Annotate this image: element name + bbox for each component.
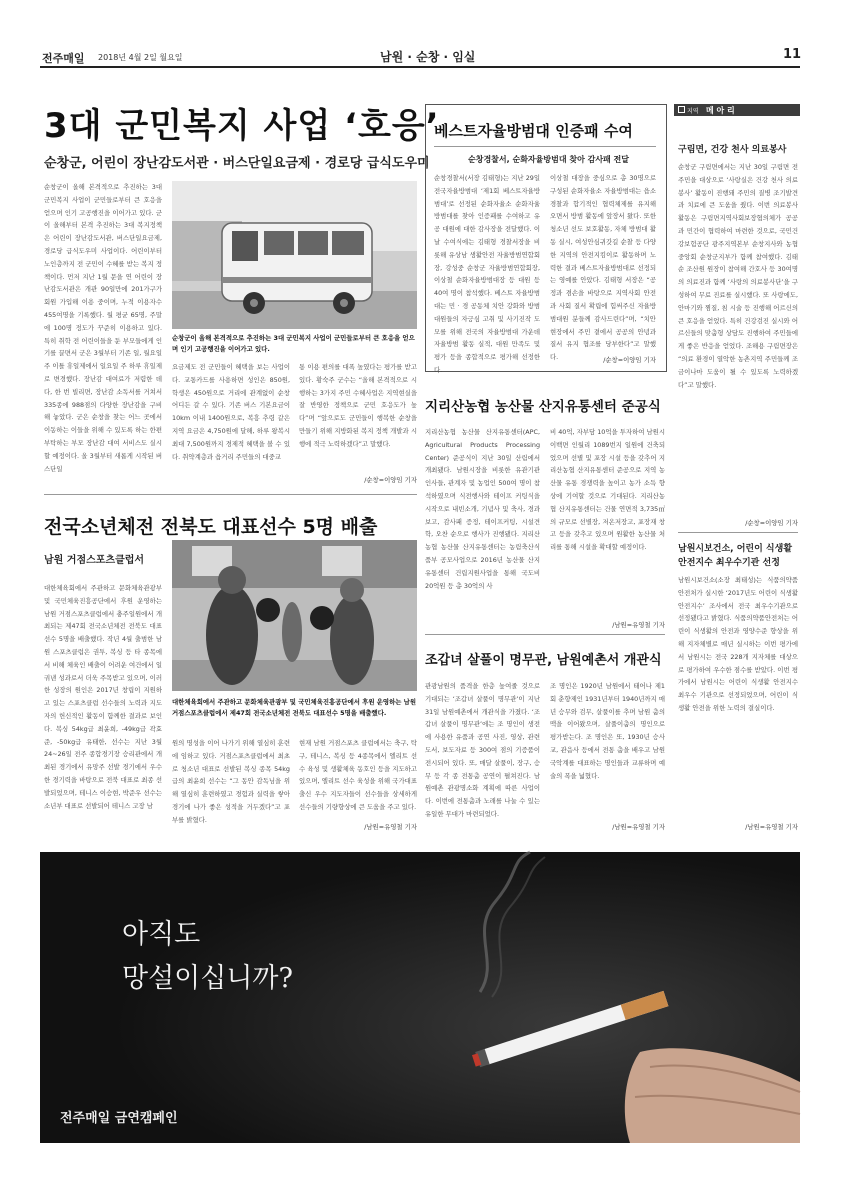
article1-headline: 3대 군민복지 사업 ‘호응’ <box>44 106 440 146</box>
bus-illustration <box>172 181 417 329</box>
article4-col2: 원의 명성을 이어 나가기 위해 열심히 훈련에 임하고 있다. 거점스포츠클럽에서 최초로 청소년 대표로 선발된 복싱 종목 54kg급의 최윤희 선수는 “그 동안 감독님을 위해 열심히 훈련하였고 경험과 실력을 쌓아 경기에 나가 좋은 성적을 거두겠다”고 포부를 밝혔다. <box>172 739 290 824</box>
article5-col1: 관광남원의 품격을 한층 높여줄 것으로 기대되는 ‘조갑녀 살풀이 명무관’이 지난 31일 남원예촌에서 개관식을 가졌다. ‘조갑녀 살풀이 명무관’에는 조 명인이 생전에 사용한 유품과 공연 사진, 영상, 관련 도서, 보도자료 등 300여 점의 기증품이 전시되어 있다. 또, 매달 살풀이, 장구, 승무 등 각 종 전통춤 공연이 펼쳐진다. 남원예촌 관광명소화 계획에 따른 사업이다. 이번에 전통춤과 노래를 나눌 수 있는 유일한 무대가 마련되었다. <box>425 682 540 818</box>
sidebar-story2-body: 남원시보건소(소장 최태성)는 식품의약품안전처가 실시한 ‘2017년도 어린이 식생활 안전지수’ 조사에서 전국 최우수기관으로 선정됐다고 밝혔다. 식품의약품안전처는 어린이 식생활의 안전과 영양수준 향상을 위해 지자체별로 매년 실시하는 이번 평가에서 남원시는 전국 228개 지자체를 대상으로 평가하여 우수한 점수를 받았다. 이번 평가에서 남원시는 어린이 식생활 안전지수 최우수 기관으로 선정되었으며, 어린이 식생활 안전을 위한 노력의 결실이다. <box>678 576 798 712</box>
article5-col2: 조 명인은 1920년 남원에서 태어나 제1회 춘향제인 1931년부터 1940년까지 매년 승무와 검무, 살풀이를 추며 남원 춤의 맥을 이어왔으며, 살풀이춤의 명인으로 평가받는다. 조 명인은 또, 1930년 승사교, 관음사 등에서 전통 춤을 배우고 남원 국악계를 대표하는 명인들과 교류하며 예술의 폭을 넓혔다. <box>550 682 665 780</box>
sidebar-story1-body: 순창군 구림면에서는 지난 30일 구림면 전 주민을 대상으로 ‘사랑실은 건강 천사 의료봉사’ 활동이 진행돼 주민의 질병 조기발견과 치료에 큰 도움을 줬다. 이번 의료봉사 활동은 구림면지역사회보장협의체가 공공과 민간이 협력하여 마련한 것으로, 국민건강보험공단 광주지역본부 순창지사와 농협중앙회 순창군지부가 함께 참여했다. 김태순 조산원 원장이 참여해 간호사 등 30여명의 의료진과 함께 ‘사랑의 의료봉사단’을 구성하여 무료 진료를 실시했다. 또 사랑에도, 안마기와 찜질, 침 시술 등 진행해 어르신의 큰 호응을 얻었다. 특히 건강검진 실시와 어르신들의 맞춤형 상담도 진행하여 주민들에게 좋은 반응을 얻었다. 조해용 구림면장은 “의료 환경이 열악한 농촌지역 주민들께 조금이나마 도움이 될 수 있도록 노력하겠다”고 말했다. <box>678 163 798 389</box>
cigarette-hand-illustration <box>40 852 800 1143</box>
bus-photo <box>172 181 417 329</box>
article3-col1: 지리산농협 농산물 산지유통센터(APC, Agricultural Products Processing Center) 준공식이 지난 30일 산림에서 개최됐다. 남원시장을 비롯한 유관기관 인사들, 관계자 및 농업인 500여 명이 참석하였으며 식전행사와 테이프 커팅식을 시작으로 내빈소개, 기념사 및 축사, 경과보고, 감사패 증정, 테이프커팅, 시설견학, 오찬 순으로 행사가 진행됐다. 지리산농협 농산물 산지유통센터는 농림축산식품부 공모사업으로 2016년 농산물 산지유통센터 건립지원사업을 통해 국도비 20억원 등 총 30억의 사 <box>425 428 540 590</box>
article2-byline: /순창=이양임 기자 <box>603 356 656 364</box>
sidebar-story1-byline: /순창=이양임 기자 <box>745 519 798 527</box>
sidebar-tag-title: 메 아 리 <box>706 105 735 115</box>
article2-subhead: 순창경찰서, 순화자율방범대 찾아 감사패 전달 <box>468 155 630 164</box>
article4-headline: 전국소년체전 전북도 대표선수 5명 배출 <box>44 516 378 538</box>
header-rule <box>40 66 800 68</box>
divider <box>678 532 798 533</box>
sidebar-story1-title: 구림면, 건강 천사 의료봉사 <box>678 145 787 155</box>
article5-headline: 조갑녀 살풀이 명무관, 남원예촌서 개관식 <box>425 653 662 668</box>
divider <box>425 634 665 635</box>
ad-line1: 아직도 <box>122 919 201 950</box>
article1-col2: 요금제도 전 군민들이 혜택을 보는 사업이다. 교통카드를 사용하면 성인은 850원, 학생은 450원으로 거리에 관계없이 순창 어디든 갈 수 있다. 기존 버스 기본요금이 10km 이내 1400원으로, 복흥 추령 같은 지역 요금은 4,750원에 달해, 하루 왕복시 최대 7,500원까지 경제적 혜택을 볼 수 있다. 취약계층과 읍거리 주민들의 대중교 <box>172 363 290 461</box>
divider <box>44 494 417 495</box>
sidebar-tag-label: 지역 <box>687 107 699 115</box>
article1-photo-caption: 순창군이 올해 본격적으로 추진하는 3대 군민복지 사업이 군민들로부터 큰 호응을 얻으며 인기 고공행진을 이어가고 있다. <box>172 334 415 353</box>
article5-byline: /남원=유영철 기자 <box>612 823 665 831</box>
article1-col1: 순창군이 올해 본격적으로 추진하는 3대 군민복지 사업이 군민들로부터 큰 호응을 얻으며 인기 고공행진을 이어가고 있다. 군이 올해부터 본격 추진하는 3대 복지정책은 어린이 장난감도서관, 버스단일요금제, 경로당 급식도우미 사업이다. 어린이부터 노인층까지 전 군민이 수혜를 받는 복지 정책이다. 먼저 지난 1월 문을 연 어린이 장난감도서관은 개관 90일만에 201가구가 회원 가입해 이용 중이며, 누적 이용자수 455여명을 기록했다. 월 평균 65명, 주말에 100명 정도가 꾸준히 이용하고 있다. 특히 취학 전 어린이들을 둔 부모들에게 인기를 끌면서 군은 3월부터 기존 일, 월요일 주 이틀 휴일제에서 일요일 주 하루 휴일제로 변경했다. 장난감 대여료가 저렴한 데다, 한 번 빌리면, 장난감 소독서를 거쳐서 335종에 988점의 다양한 장난감을 구비해 놓았다. 군은 순창을 찾는 어느 곳에서 이동하는 이들을 위해 수 있도록 하는 한편 부탁하는 부모 장난감 대여 서비스도 실시할 예정이다. 올 3월부터 새롭게 시작된 버스단일 <box>44 183 162 473</box>
article1-byline: /순창=이양임 기자 <box>364 476 417 484</box>
article4-byline: /남원=유영철 기자 <box>364 823 417 831</box>
sidebar-tag <box>674 104 800 116</box>
anti-smoking-ad <box>40 852 800 1143</box>
boxing-illustration <box>172 540 417 691</box>
article4-subhead: 남원 거점스포츠클럽서 <box>44 555 145 566</box>
article2-headline: 베스트자율방범대 인증패 수여 <box>434 122 633 140</box>
article2-col2: 이상철 대장을 중심으로 총 30명으로 구성된 순화자율소 자율방범대는 읍소 경찰과 합기적인 협력체제를 유지해 오면서 방범 활동에 앞장서 왔다. 또한 청소년 선도 보호활동, 자체 방범대 활동 실시, 여성안심귀갓길 순찰 등 다양한 지역의 안전지킴이로 활동하며 노력한 결과 베스트자율방범대로 선정되는 영예를 안았다. 김태형 서장은 “공정과 겸손을 바탕으로 지역사회 안전과 사회 질서 확립에 힘써주신 자율방범대원 분들께 감사드린다”며, “치안 현장에서 주민 곁에서 공공의 안녕과 질서 유지 협조를 당부한다”고 말했다. <box>550 174 656 362</box>
divider <box>434 146 656 147</box>
article4-photo-caption: 대한체육회에서 주관하고 문화체육관광부 및 국민체육진흥공단에서 후원 운영하는 남원 거점스포츠클럽에서 제47회 전국소년체전 전북도 대표선수 5명을 배출했다. <box>172 698 416 717</box>
article1-subhead: 순창군, 어린이 장난감도서관 · 버스단일요금제 · 경로당 급식도우미 <box>44 156 430 171</box>
tag-square-icon <box>678 106 685 113</box>
masthead-brand: 전주매일 <box>42 52 85 65</box>
ad-line2: 망설이십니까? <box>122 963 293 994</box>
section-title: 남원 · 순창 · 임실 <box>380 50 476 64</box>
article1-col3: 통 이용 편의를 대폭 높였다는 평가를 받고 있다. 황숙주 군수는 “올해 본격적으로 시행하는 3가지 주민 수혜사업은 지역현실을 잘 반영한 정책으로 군민 호응도가 높다”며 “앞으로도 군민들이 행복한 순창을 만들기 위해 지방화된 복지 정책 개발과 시행에 적극 노력하겠다”고 말했다. <box>299 363 417 448</box>
boxing-photo <box>172 540 417 691</box>
article3-col2: 비 40억, 자부담 10억을 투자하여 남원시 이백면 인월리 1089번지 일원에 건축되었으며 선별 및 포장 시설 등을 갖추어 지리산농협 산지유통센터 준공으로 지역 농산물 유통 경쟁력을 높이고 농가 소득 향상에 기여할 것으로 기대된다. 지리산농협 산지유통센터는 건물 연면적 3,735㎡의 규모로 선별장, 저온저장고, 포장재 창고 등을 갖추고 있으며 원활한 농산물 처리를 통해 시설을 확대할 예정이다. <box>550 428 665 552</box>
ad-campaign: 전주매일 금연캠페인 <box>60 1111 178 1126</box>
sidebar-story2-byline: /남원=유영철 기자 <box>745 823 798 831</box>
article2-col1: 순창경찰서(서장 김태형)는 지난 29일 전국자율방범대 ‘제1회 베스트자율방범대’로 선정된 순화자율소 순화자율방범대를 찾아 인증패를 수여하고 유공 대원에 대한 감사장을 전달했다. 이날 수여식에는 김태형 경찰서장을 비롯해 유상남 생활안전 자율방범연합회장, 강성중 순창군 자율방범연합회장, 이상철 순화자율방범대장 등 대원 등 40여 명이 참석했다. 베스트 자율방범대는 민 · 경 공동체 치안 강화와 방범대원들의 자긍심 고취 및 사기진작 도모를 위해 전국의 자율방범대 가운데 자율방범 활동 실적, 대원 만족도 및 평가 등을 종합적으로 평가해 선정한다. <box>434 174 540 374</box>
article3-headline: 지리산농협 농산물 산지유통센터 준공식 <box>425 399 661 415</box>
issue-date: 2018년 4월 2일 월요일 <box>98 53 183 62</box>
article4-col1: 대한체육회에서 주관하고 문화체육관광부 및 국민체육진흥공단에서 후원 운영하는 남원 거점스포츠클럽에서 충주일원에서 개최되는 제47회 전국소년체전 전북도 대표선수 5명을 배출했다. 작년 4월 출범한 남원 스포츠클럽은 권투, 복싱 등 타 종목에서 비해 체육인 배출이 어려운 여건에서 일궈낸 성과로서 더욱 주목받고 있으며, 이러한 성장의 원인은 2017년 창립이 지원하고 있는 스포츠클럽 선수들의 노력과 지도자의 헌신적인 활동이 함께한 결과로 보인다. 복싱 54kg급 최윤희, -49kg급 곽효준, -50kg급 유태한, 선수는 지난 3월 24~26일 전주 종합경기장 승리관에서 개최된 경기에서 유망주 선발 경기에서 우수한 경기력을 바탕으로 전북 대표로 최종 선발되었으며, 테니스 이승현, 박준우 선수는 소년부 대표로 선발되어 테니스 고장 남 <box>44 584 162 810</box>
article4-col3: 현재 남원 거점스포츠 클럽에서는 축구, 탁구, 테니스, 복싱 등 4종목에서 엘리트 선수 육성 및 생활체육 동호인 등을 지도하고 있으며, 엘리트 선수 육성을 위해 국가대표 출신 우수 지도자들이 선수들을 상세하게 선수들의 기량향상에 큰 도움을 주고 있다. <box>299 739 417 811</box>
sidebar-story2-title: 남원시보건소, 어린이 식생활 안전지수 최우수기관 선정 <box>678 544 793 568</box>
page-number: 11 <box>783 47 802 62</box>
article3-byline: /남원=유영철 기자 <box>612 621 665 629</box>
